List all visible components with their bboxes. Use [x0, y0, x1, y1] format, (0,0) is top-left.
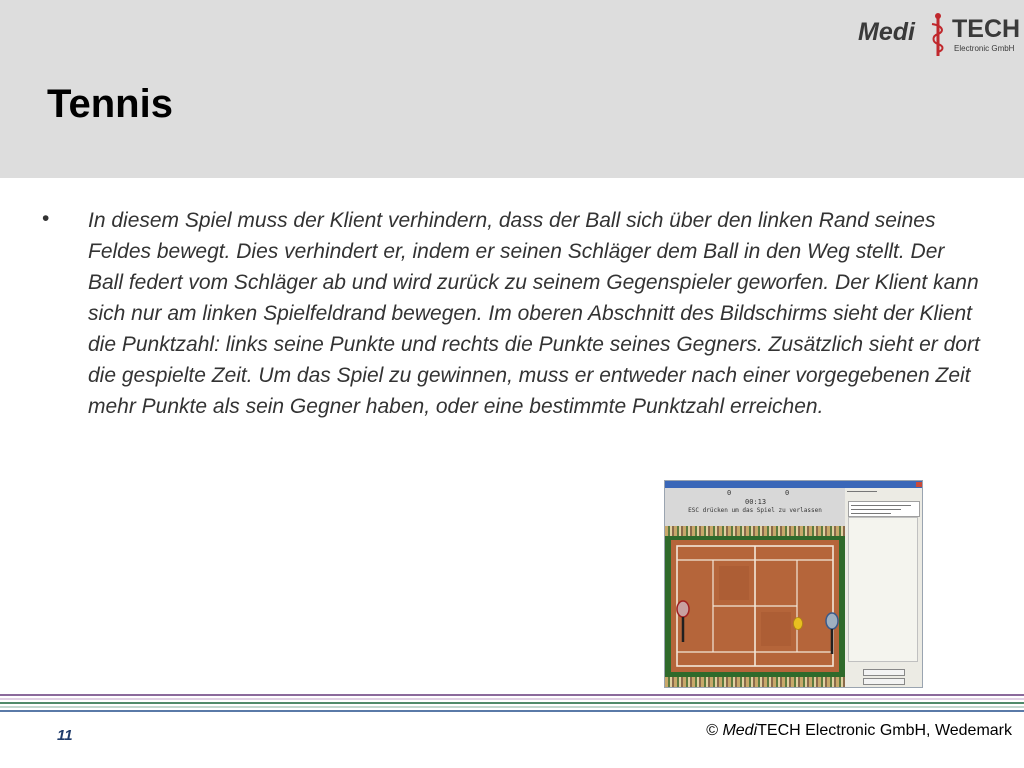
side-text-line: [851, 513, 891, 514]
side-text-line: [851, 509, 901, 510]
ball-icon: [793, 617, 803, 630]
score-right: 0: [785, 489, 790, 497]
side-titlebar: [845, 481, 923, 488]
logo-subtitle: Electronic GmbH: [954, 44, 1015, 53]
slide-title: Tennis: [47, 82, 173, 126]
copyright-symbol: ©: [706, 722, 718, 739]
caduceus-icon: [928, 12, 948, 58]
bullet-text: In diesem Spiel muss der Klient verhindern, dass der Ball sich über den linken Rand seines Feldes bewegt. Dies verhindert er, indem er seinen Schläger dem Ball in den Weg stellt. Der Ball federt vom Schläger ab und wird zurück zu seinem Gegenspieler geworfen. Der Klient kann sich nur am linken Spielfeldrand bewegen. Im oberen Abschnitt des Bildschirms sieht der Klient die Punktzahl: links seine Punkte und rechts die Punkte seines Gegners. Zusätzlich sieht er dort die gespielte Zeit. Um das Spiel zu gewinnen, muss er entweder nach einer vorgegebenen Zeit mehr Punkte als sein Gegner haben, oder eine bestimmte Punktzahl erreichen.: [88, 209, 980, 418]
meditech-logo: [858, 12, 1021, 60]
slide-header: [0, 0, 1024, 178]
side-text-line: [847, 491, 877, 492]
game-window: [665, 481, 845, 688]
side-panel: [845, 481, 923, 688]
bullet-marker: •: [42, 207, 50, 230]
close-icon: [916, 482, 922, 487]
crowd-top: [665, 526, 845, 536]
copyright-notice: [706, 722, 1012, 740]
side-button: [863, 678, 905, 685]
crowd-bottom: [665, 677, 845, 688]
scoreboard: [665, 488, 845, 526]
racket-icon: [824, 612, 840, 656]
racket-icon: [675, 600, 691, 644]
side-text-line: [851, 505, 911, 506]
page-number: 11: [57, 727, 73, 744]
logo-medi-text: Medi: [858, 18, 915, 46]
score-left: 0: [727, 489, 732, 497]
copyright-medi: Medi: [722, 722, 758, 739]
tennis-court: [665, 536, 845, 677]
copyright-text: TECH Electronic GmbH, Wedemark: [757, 722, 1012, 739]
game-screenshot: [664, 480, 923, 688]
esc-instruction: ESC drücken um das Spiel zu verlassen: [688, 507, 822, 514]
logo-tech-text: TECH: [952, 15, 1021, 43]
game-time: 00:13: [745, 498, 767, 506]
side-body: [848, 517, 918, 662]
footer-stripes: [0, 693, 1024, 713]
side-info-box: [848, 501, 920, 517]
game-titlebar: [665, 481, 845, 488]
side-button: [863, 669, 905, 676]
